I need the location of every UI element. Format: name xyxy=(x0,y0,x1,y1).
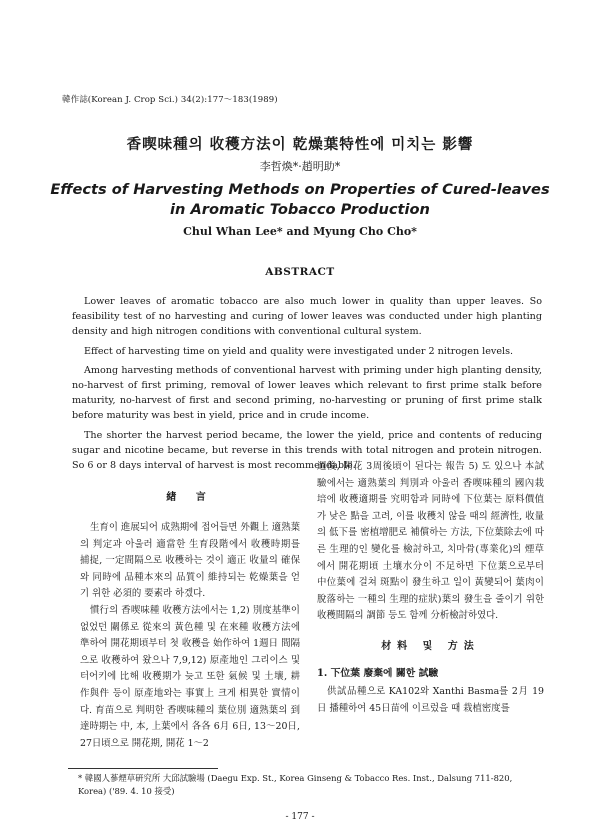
abstract-heading: ABSTRACT xyxy=(265,266,335,278)
abstract-paragraph: Among harvesting methods of conventional harvest with priming under high planting density, no-harvest of first priming, removal of lower leaves which relevant to first prime stalk before maturity, no-harvest of first and second priming, no-harvesting or pruning of first prime stalk before maturity was best in yield, price and in crude income. xyxy=(72,364,542,422)
footnote-divider xyxy=(68,768,218,769)
korean-title: 香喫味種의 收穫方法이 乾燥葉特性에 미치는 影響 xyxy=(126,136,474,153)
left-column xyxy=(80,520,300,752)
journal-citation: 韓作誌(Korean J. Crop Sci.) 34(2):177〜183(1989) xyxy=(62,95,278,105)
abstract-paragraph: The shorter the harvest period became, the lower the yield, price and contents of reducing sugar and nicotine became, but reverse in this trends with total nitrogen and protein nitrogen. So 6 or 8 days interval of harvest is most recommendable. xyxy=(72,429,542,472)
korean-authors: 李哲煥*·趙明助* xyxy=(259,160,341,173)
subsection-heading: 1. 下位葉 廢棄에 關한 試驗 xyxy=(317,667,439,679)
abstract-body xyxy=(72,294,542,477)
body-paragraph: 週後, 開花 3周後頃이 된다는 報告 5) 도 있으나 本試驗에서는 適熟葉의 判別과 아울러 香喫味種의 國內栽培에 收穫適期를 究明함과 同時에 下位葉는 原料價值가 낮은 點을 고려, 이를 收穫치 않을 때의 經濟性, 收量의 低下를 密植增肥로 補償하는 方法, 下位葉除去에 따른 生理的인 變化를 檢討하고, 치마骨(專業化)의 煙草에서 開花期頃 土壤水分이 不足하면 下位葉으로부터 中位葉에 걸쳐 斑點이 發生하고 일이 黃變되어 葉肉이 脫落하는 一種의 生理的症狀)葉의 發生을 줄이기 위한 收穫間隔의 調節 등도 함께 分析檢討하였다. xyxy=(317,461,544,622)
introduction-heading: 緖 言 xyxy=(166,492,214,503)
body-paragraph: 供試品種으로 KA102와 Xanthi Basma를 2月 19日 播種하여 45日苗에 이르렀을 때 栽植密度를 xyxy=(317,686,544,714)
right-column xyxy=(317,459,544,717)
english-title-line-2: in Aromatic Tobacco Production xyxy=(170,201,430,218)
english-authors: Chul Whan Lee* and Myung Cho Cho* xyxy=(183,225,417,238)
body-paragraph: 生育이 進展되어 成熟期에 접어들면 外觀上 適熟葉의 判定과 아울러 適當한 生育段階에서 收穫時期를 捕捉, 一定間隔으로 收穫하는 것이 適正 收量의 確保와 同時에 品種本來의 品質이 維持되는 乾燥葉을 얻기 위한 必須的 要素라 하겠다. xyxy=(80,522,300,600)
methods-heading: 材料 및 方法 xyxy=(381,640,480,652)
english-title xyxy=(0,180,600,220)
page-number: - 177 - xyxy=(285,812,315,822)
english-title-line-1: Effects of Harvesting Methods on Properties of Cured-leaves xyxy=(50,181,550,198)
affiliation-footnote: * 韓國人蔘煙草硏究所 大邱試驗場 (Daegu Exp. St., Korea Ginseng & Tobacco Res. Inst., Dalsung 711-820, Korea) ('89. 4. 10 接受) xyxy=(78,773,513,796)
abstract-paragraph: Lower leaves of aromatic tobacco are also much lower in quality than upper leaves. So feasibility test of no harvesting and curing of lower leaves was conducted under high planting density and high nitrogen conditions with conventional cultural system. xyxy=(72,296,542,338)
abstract-paragraph: Effect of harvesting time on yield and quality were investigated under 2 nitrogen levels. xyxy=(84,345,514,357)
body-paragraph: 慣行의 香喫味種 收穫方法에서는 1,2) 別度基準이 없었던 關係로 從來의 黃色種 및 在來種 收穫方法에 準하여 開花期頃부터 첫 收穫을 始作하여 1週日 間隔으로 收穫하여 왔으나 7,9,12) 原產地인 그리이스 및 터어키에 比해 收穫期가 늦고 또한 氣候 및 土壤, 耕作與件 등이 原產地와는 事實上 크게 相異한 實情이다. 育苗으로 判明한 香喫味種의 葉位別 適熟葉의 到達時期는 中, 本, 上葉에서 各各 6月 6日, 13〜20日, 27日頃으로 開花期, 開花 1〜2 xyxy=(80,604,300,749)
